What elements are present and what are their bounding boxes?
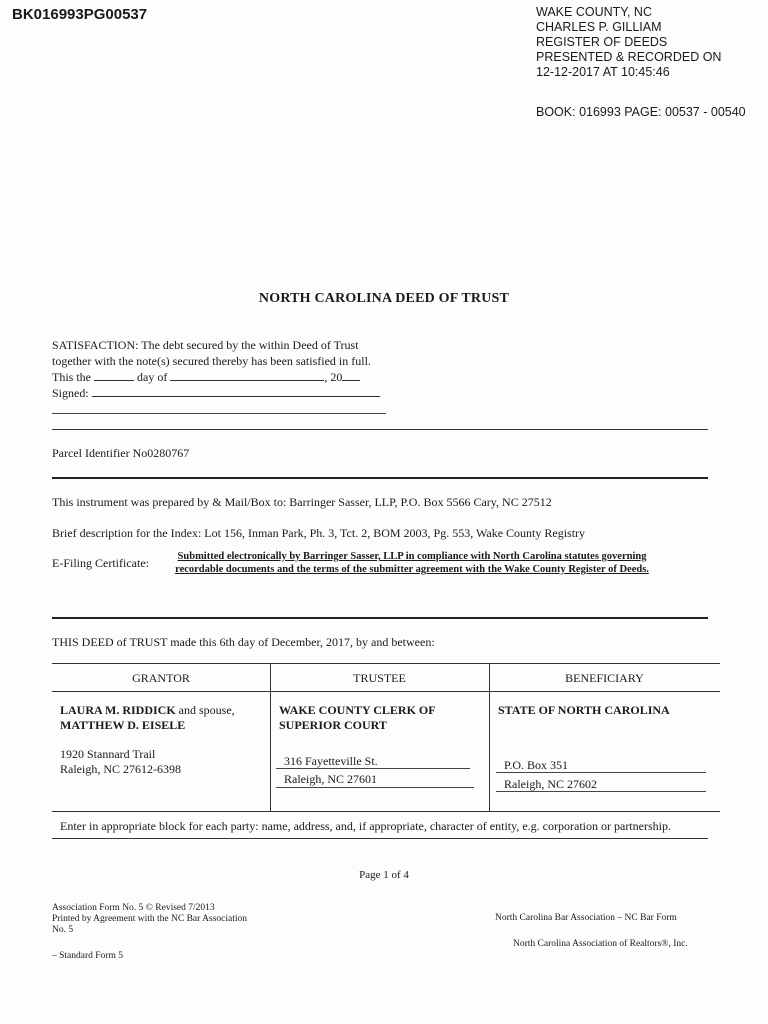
trustee-address-line <box>276 787 474 788</box>
footer-form-number: Association Form No. 5 © Revised 7/2013 <box>52 903 215 913</box>
beneficiary-address-2: Raleigh, NC 27602 <box>504 777 597 791</box>
recording-line: 12-12-2017 AT 10:45:46 <box>536 65 670 79</box>
party-instructions: Enter in appropriate block for each party: name, address, and, if appropriate, character of entity, e.g. corporation or partnership. <box>60 819 671 833</box>
year-blank <box>342 369 360 381</box>
footer-left <box>52 903 247 936</box>
trustee-name-2: SUPERIOR COURT <box>279 718 387 732</box>
footer-no: No. 5 <box>52 925 74 935</box>
recording-line: WAKE COUNTY, NC <box>536 5 652 19</box>
satisfaction-this-the: This the <box>52 370 91 384</box>
parcel-identifier: Parcel Identifier No0280767 <box>52 446 190 460</box>
trustee-name-1: WAKE COUNTY CLERK OF <box>279 703 436 717</box>
satisfaction-line-2: together with the note(s) secured thereby has been satisfied in full. <box>52 354 371 368</box>
beneficiary-address-1: P.O. Box 351 <box>504 758 569 772</box>
recording-stamp <box>536 5 721 80</box>
book-page-id: BK016993PG00537 <box>12 6 148 23</box>
grantor-address-1: 1920 Stannard Trail <box>60 747 156 761</box>
trustee-address-2: Raleigh, NC 27601 <box>284 772 377 786</box>
table-top-border <box>52 663 720 664</box>
document-title: NORTH CAROLINA DEED OF TRUST <box>258 291 510 306</box>
efiling-label: E-Filing Certificate: <box>52 556 149 570</box>
efiling-certificate-text: Submitted electronically by Barringer Sasser, LLP in compliance with North Carolina statutes governing recordable documents and the terms of the submitter agreement with the Wake County Register of Deeds. <box>175 551 649 575</box>
grantor-spouse-text: and spouse, <box>175 703 235 717</box>
beneficiary-name: STATE OF NORTH CAROLINA <box>498 703 670 717</box>
divider <box>52 617 708 619</box>
grantor-name-2: MATTHEW D. EISELE <box>60 718 186 732</box>
footer-bar-association: North Carolina Bar Association – NC Bar Form <box>495 913 677 923</box>
recording-line: REGISTER OF DEEDS <box>536 35 668 49</box>
satisfaction-line-1: SATISFACTION: The debt secured by the within Deed of Trust <box>52 338 359 352</box>
grantor-name-1: LAURA M. RIDDICK <box>60 703 176 717</box>
month-blank <box>170 369 324 381</box>
satisfaction-date-line <box>52 369 360 385</box>
recording-line: PRESENTED & RECORDED ON <box>536 50 722 64</box>
beneficiary-address-line <box>496 772 706 773</box>
trustee-heading: TRUSTEE <box>353 671 406 685</box>
satisfaction-signed: Signed: <box>52 386 89 400</box>
beneficiary-heading: BENEFICIARY <box>565 671 644 685</box>
divider <box>52 477 708 479</box>
page-number: Page 1 of 4 <box>359 869 409 881</box>
day-blank <box>94 369 134 381</box>
beneficiary-address-line <box>496 791 706 792</box>
footer-realtors: North Carolina Association of Realtors®, Inc. <box>513 939 688 949</box>
recording-line: CHARLES P. GILLIAM <box>536 20 662 34</box>
divider <box>52 429 708 430</box>
satisfaction-year: , 20 <box>324 370 343 384</box>
grantor-heading: GRANTOR <box>132 671 190 685</box>
signature-blank <box>92 385 380 397</box>
book-pages: BOOK: 016993 PAGE: 00537 - 00540 <box>536 105 746 119</box>
grantor-address <box>60 747 181 777</box>
trustee-address-line <box>276 768 470 769</box>
trustee-name <box>279 703 436 733</box>
signature-extra-line <box>52 413 386 414</box>
table-bottom-border <box>52 811 720 812</box>
divider <box>52 838 708 839</box>
trustee-address-1: 316 Fayetteville St. <box>284 754 378 768</box>
satisfaction-day-of: day of <box>137 370 168 384</box>
prepared-by: This instrument was prepared by & Mail/Box to: Barringer Sasser, LLP, P.O. Box 5566 Cary, NC 27512 <box>52 495 552 509</box>
footer-standard-form: – Standard Form 5 <box>52 951 123 961</box>
table-header-border <box>52 691 720 692</box>
satisfaction-signed-line <box>52 385 380 401</box>
grantor-name <box>60 703 235 733</box>
grantor-address-2: Raleigh, NC 27612-6398 <box>60 762 181 776</box>
brief-description: Brief description for the Index: Lot 156, Inman Park, Ph. 3, Tct. 2, BOM 2003, Pg. 553, Wake County Registry <box>52 526 586 540</box>
deed-intro: THIS DEED of TRUST made this 6th day of December, 2017, by and between: <box>52 635 435 649</box>
footer-printed-by: Printed by Agreement with the NC Bar Association <box>52 914 247 924</box>
